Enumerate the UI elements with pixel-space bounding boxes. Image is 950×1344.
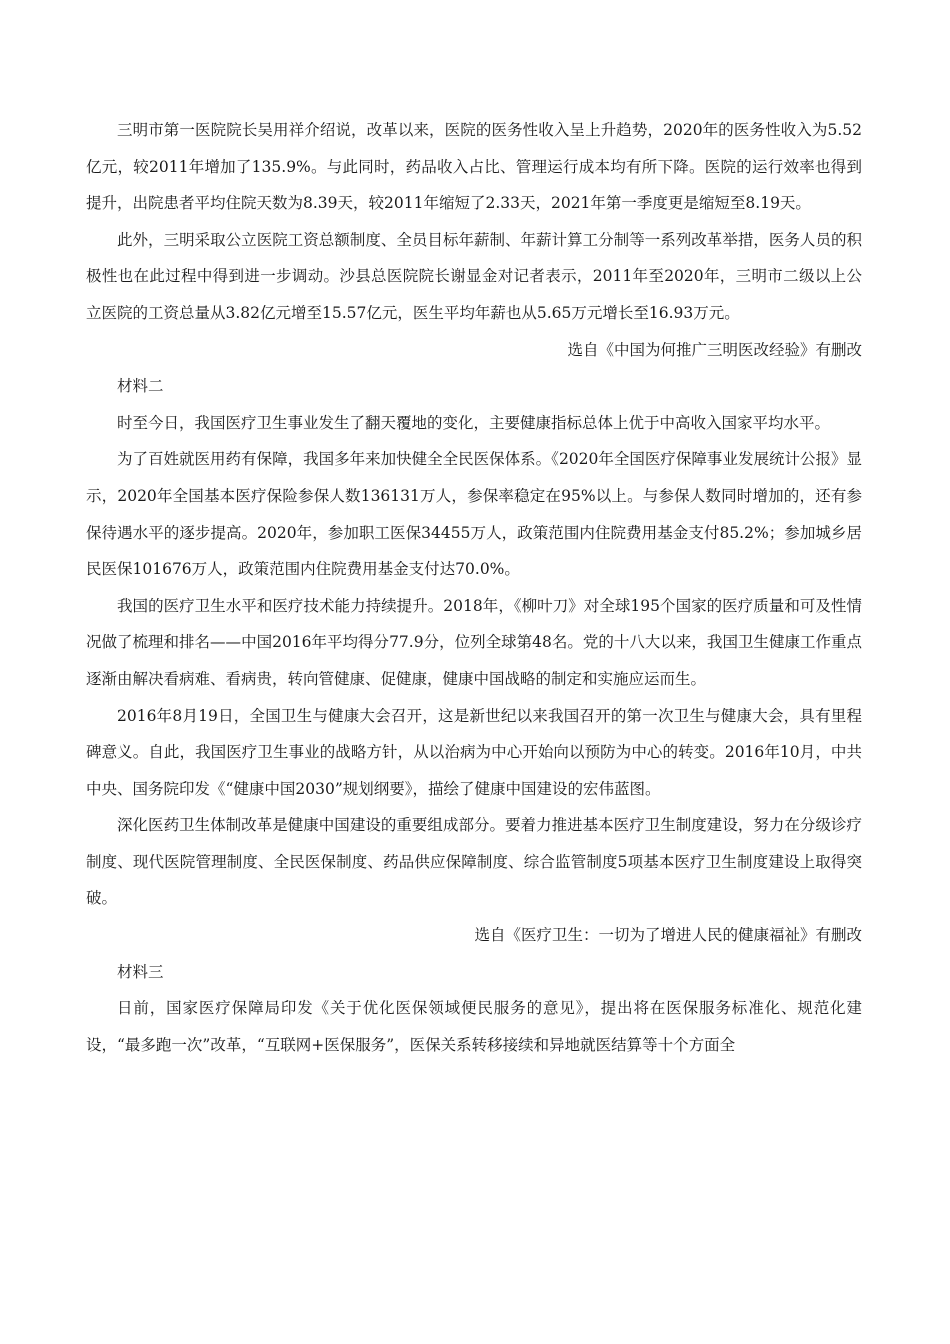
paragraph: 此外，三明采取公立医院工资总额制度、全员目标年薪制、年薪计算工分制等一系列改革举措，医务人员的积极性也在此过程中得到进一步调动。沙县总医院院长谢显金对记者表示，2011年至2020年，三明市二级以上公立医院的工资总量从3.82亿元增至15.57亿元，医生平均年薪也从5.65万元增长至16.93万元。 bbox=[86, 230, 862, 322]
paragraph: 为了百姓就医用药有保障，我国多年来加快健全全民医保体系。《2020年全国医疗保障事业发展统计公报》显示，2020年全国基本医疗保险参保人数136131万人，参保率稳定在95%以上。与参保人数同时增加的，还有参保待遇水平的逐步提高。2020年，参加职工医保34455万人，政策范围内住院费用基金支付85.2%；参加城乡居民医保101676万人，政策范围内住院费用基金支付达70.0%。 bbox=[86, 450, 862, 579]
paragraph: 三明市第一医院院长吴用祥介绍说，改革以来，医院的医务性收入呈上升趋势，2020年的医务性收入为5.52亿元，较2011年增加了135.9%。与此同时，药品收入占比、管理运行成本均有所下降。医院的运行效率也得到提升，出院患者平均住院天数为8.39天，较2011年缩短了2.33天，2021年第一季度更是缩短至8.19天。 bbox=[86, 121, 862, 213]
paragraph: 2016年8月19日，全国卫生与健康大会召开，这是新世纪以来我国召开的第一次卫生与健康大会，具有里程碑意义。自此，我国医疗卫生事业的战略方针，从以治病为中心开始向以预防为中心的转变。2016年10月，中共中央、国务院印发《“健康中国2030”规划纲要》，描绘了健康中国建设的宏伟蓝图。 bbox=[86, 706, 862, 798]
paragraph: 我国的医疗卫生水平和医疗技术能力持续提升。2018年，《柳叶刀》对全球195个国家的医疗质量和可及性情况做了梳理和排名——中国2016年平均得分77.9分，位列全球第48名。党的十八大以来，我国卫生健康工作重点逐渐由解决看病难、看病贵，转向管健康、促健康，健康中国战略的制定和实施应运而生。 bbox=[86, 596, 862, 688]
material-heading: 材料三 bbox=[117, 962, 164, 981]
source-citation: 选自《医疗卫生：一切为了增进人民的健康福祉》有删改 bbox=[474, 926, 862, 945]
paragraph: 深化医药卫生体制改革是健康中国建设的重要组成部分。要着力推进基本医疗卫生制度建设，努力在分级诊疗制度、现代医院管理制度、全民医保制度、药品供应保障制度、综合监管制度5项基本医疗卫生制度建设上取得突破。 bbox=[86, 816, 862, 908]
paragraph: 时至今日，我国医疗卫生事业发生了翻天覆地的变化，主要健康指标总体上优于中高收入国家平均水平。 bbox=[117, 413, 831, 432]
material-heading: 材料二 bbox=[117, 377, 164, 396]
source-citation: 选自《中国为何推广三明医改经验》有删改 bbox=[567, 340, 862, 359]
document-page bbox=[86, 112, 862, 1063]
paragraph: 日前，国家医疗保障局印发《关于优化医保领域便民服务的意见》，提出将在医保服务标准化、规范化建设，“最多跑一次”改革，“互联网+医保服务”，医保关系转移接续和异地就医结算等十个方面全 bbox=[86, 999, 862, 1054]
